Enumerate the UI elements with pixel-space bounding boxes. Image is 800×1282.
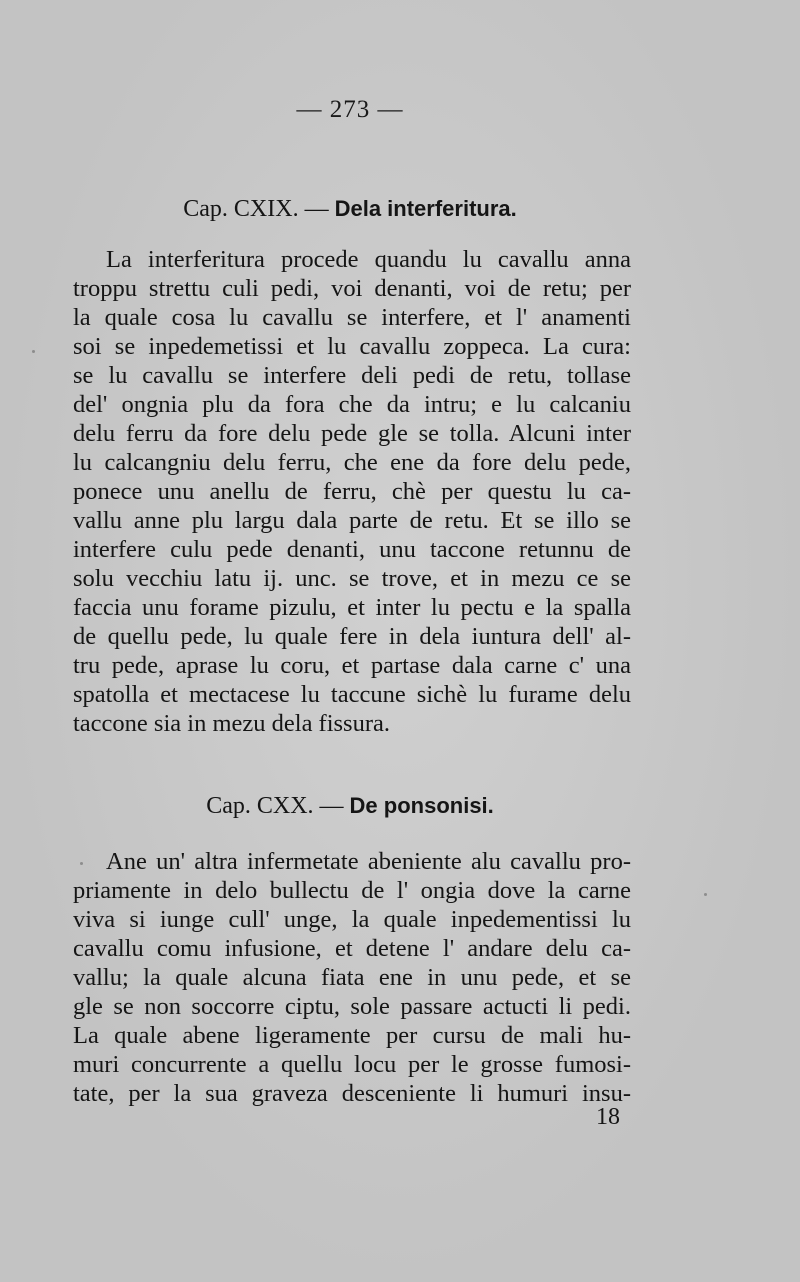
text-line: tru pede, aprase lu coru, et partase dala carne c' una [73,652,631,679]
text-line: La quale abene ligeramente per cursu de mali hu- [73,1022,631,1049]
text-line: se lu cavallu se interfere deli pedi de retu, tollase [73,362,631,389]
text-line: viva si iunge cull' unge, la quale inpedementissi lu [73,906,631,933]
page-number: — 273 — [296,96,404,123]
text-line: cavallu comu infusione, et detene l' andare delu ca- [73,935,631,962]
chapter-title: De ponsonisi. [349,793,494,818]
text-line: interfere culu pede denanti, unu taccone retunnu de [73,536,631,563]
text-line: del' ongnia plu da fora che da intru; e lu calcaniu [73,391,631,418]
chapter-title: Dela interferitura. [334,196,517,221]
text-line: la quale cosa lu cavallu se interfere, et l' anamenti [73,304,631,331]
chapter-number: Cap. CXX. — [206,793,344,819]
text-line: vallu anne plu largu dala parte de retu. Et se illo se [73,507,631,534]
text-line: gle se non soccorre ciptu, sole passare actucti li pedi. [73,993,631,1020]
ink-speck [32,350,35,353]
ink-speck [704,893,707,896]
text-line: delu ferru da fore delu pede gle se tolla. Alcuni inter [73,420,631,447]
text-line: solu vecchiu latu ij. unc. se trove, et in mezu ce se [73,565,631,592]
ink-speck [80,862,83,865]
text-line: Ane un' altra infermetate abeniente alu cavallu pro- [106,848,631,875]
text-line: ponece unu anellu de ferru, chè per questu lu ca- [73,478,631,505]
text-line: lu calcangniu delu ferru, che ene da fore delu pede, [73,449,631,476]
text-line: muri concurrente a quellu locu per le grosse fumosi- [73,1051,631,1078]
text-line: taccone sia in mezu dela fissura. [73,710,391,737]
chapter-body [73,847,631,1108]
chapter-heading [0,793,700,820]
text-line: tate, per la sua graveza desceniente li humuri insu- [73,1080,631,1107]
chapter-body [73,245,631,738]
text-line: vallu; la quale alcuna fiata ene in unu pede, et se [73,964,631,991]
signature-mark: 18 [596,1104,620,1130]
chapter-number: Cap. CXIX. — [183,196,329,222]
text-line: troppu strettu culi pedi, voi denanti, voi de retu; per [73,275,631,302]
chapter-heading [0,196,700,223]
text-line: faccia unu forame pizulu, et inter lu pectu e la spalla [73,594,631,621]
text-line: de quellu pede, lu quale fere in dela iuntura dell' al- [73,623,631,650]
text-line: spatolla et mectacese lu taccune sichè lu furame delu [73,681,631,708]
text-line: soi se inpedemetissi et lu cavallu zoppeca. La cura: [73,333,631,360]
text-line: La interferitura procede quandu lu cavallu anna [106,246,631,273]
text-line: priamente in delo bullectu de l' ongia dove la carne [73,877,631,904]
